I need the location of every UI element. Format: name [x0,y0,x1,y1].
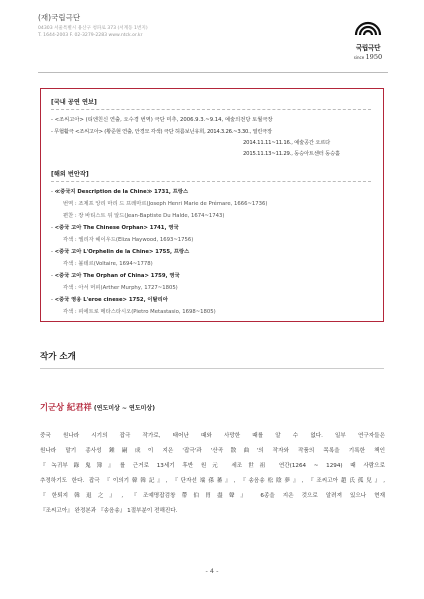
page-number: - 4 - [205,567,219,575]
foreign-item-credit: 각색 : 엘리자 헤이우드(Eliza Haywood, 1693~1756) [63,237,194,243]
author-name: 기군상 紀君祥 [40,402,92,412]
performance-history-box [40,88,384,322]
logo-since: since 1950 [353,53,383,61]
foreign-item: - <중국 고아 The Orphan of China> 1759, 영국 [51,273,180,279]
domestic-item: - <조씨고아> (티엔친신 연출, 오수경 번역) 극단 미추, 2006.9.3.~9.14, 예술의전당 토월극장 [51,117,273,123]
paragraph-line: 추정하기도 한다. 잡극 『이의기韓韓記』, 『단자선端孫蕃』, 『송음송松陰夢』, 『조씨고아趙氏孤兒』, [40,478,385,484]
author-years: (연도미상 ~ 연도미상) [91,405,155,412]
org-address: 04303 서울특별시 용산구 청파로 373 (서계동 1번지) [38,26,148,31]
logo [348,12,388,70]
domestic-item: - 무협활극 <조씨고아> (황준현 연출, 안경모 각색) 극단 허름보닌유희, 2014.3.26.~3.30., 열린극장 [51,129,272,135]
domestic-item-continued: 2015.11.13~11.29., 동승아트센터 동승홀 [243,151,340,157]
author-heading [40,401,155,413]
header-divider [38,72,388,73]
author-paragraph [40,429,385,519]
paragraph-line: 『한퇴지韓退之』, 『조예명잡검창帶伯胃盡聲』 6종을 지은 것으로 알려져 있으나 현재 [40,493,385,499]
letterhead [38,12,388,70]
foreign-item-credit: 각색 : 아서 머피(Arther Murphy, 1727~1805) [63,285,178,291]
domestic-title: [국내 공연 연보] [51,99,97,106]
paragraph-line: 중국 원나라 시기의 잡극 작가로, 태어난 때와 사망한 때를 알 수 없다. 일부 연구자들은 [40,433,385,439]
foreign-item-credit: 각색 : 볼테르(Voltaire, 1694~1778) [63,261,153,267]
theater-logo-icon [354,14,382,36]
foreign-item: - <중국 고아 The Chinese Orphan> 1741, 영국 [51,225,179,231]
section-title: 작가 소개 [40,352,76,362]
foreign-item-credit: 각색 : 피에트로 메타스타시오(Pietro Metastasio, 1698~1805) [63,309,216,315]
logo-text: 국립극단 [355,44,381,52]
foreign-title: [해외 번안작] [51,171,89,178]
section-divider [40,368,384,369]
domestic-item-continued: 2014.11.11~11.16., 예술공간 오르다 [243,140,331,146]
org-name: (재)국립극단 [38,13,81,22]
org-contact: T. 1644-2003 F. 02-3279-2283 www.ntck.or.kr [38,33,143,38]
foreign-item-credit: 번역 : 조제프 앙리 마리 드 프레마르(Joseph Henri Marie de Prémare, 1666~1736) [63,201,268,207]
foreign-item: - <중국 영웅 L'eroe cinese> 1752, 이탈리아 [51,297,168,303]
paragraph-line: 원나라 말기 종사성鍾嗣成이 지은 '잡극'과 '산곡散曲'의 작자와 작품의 목록을 기록한 책인 [40,448,385,454]
paragraph-line: 『녹귀부錄鬼簿』를 근거로 13세기 후반 원元 세조世祖 연간(1264 ~ 1294) 때 사람으로 [40,463,385,469]
foreign-item-credit: 편찬 : 장 바티스트 뒤 알드(Jean-Baptiste Du Halde, 1674~1743) [63,213,225,219]
divider [51,109,371,110]
paragraph-line: 『조씨고아』 완정본과 『송음송』 1절부분이 전해진다. [40,508,178,514]
divider [51,181,371,182]
foreign-item: - ≪중국지 Description de la Chine≫ 1731, 프랑스 [51,189,189,195]
foreign-item: - <중국 고아 L'Orphelin de la Chine> 1755, 프랑스 [51,249,190,255]
